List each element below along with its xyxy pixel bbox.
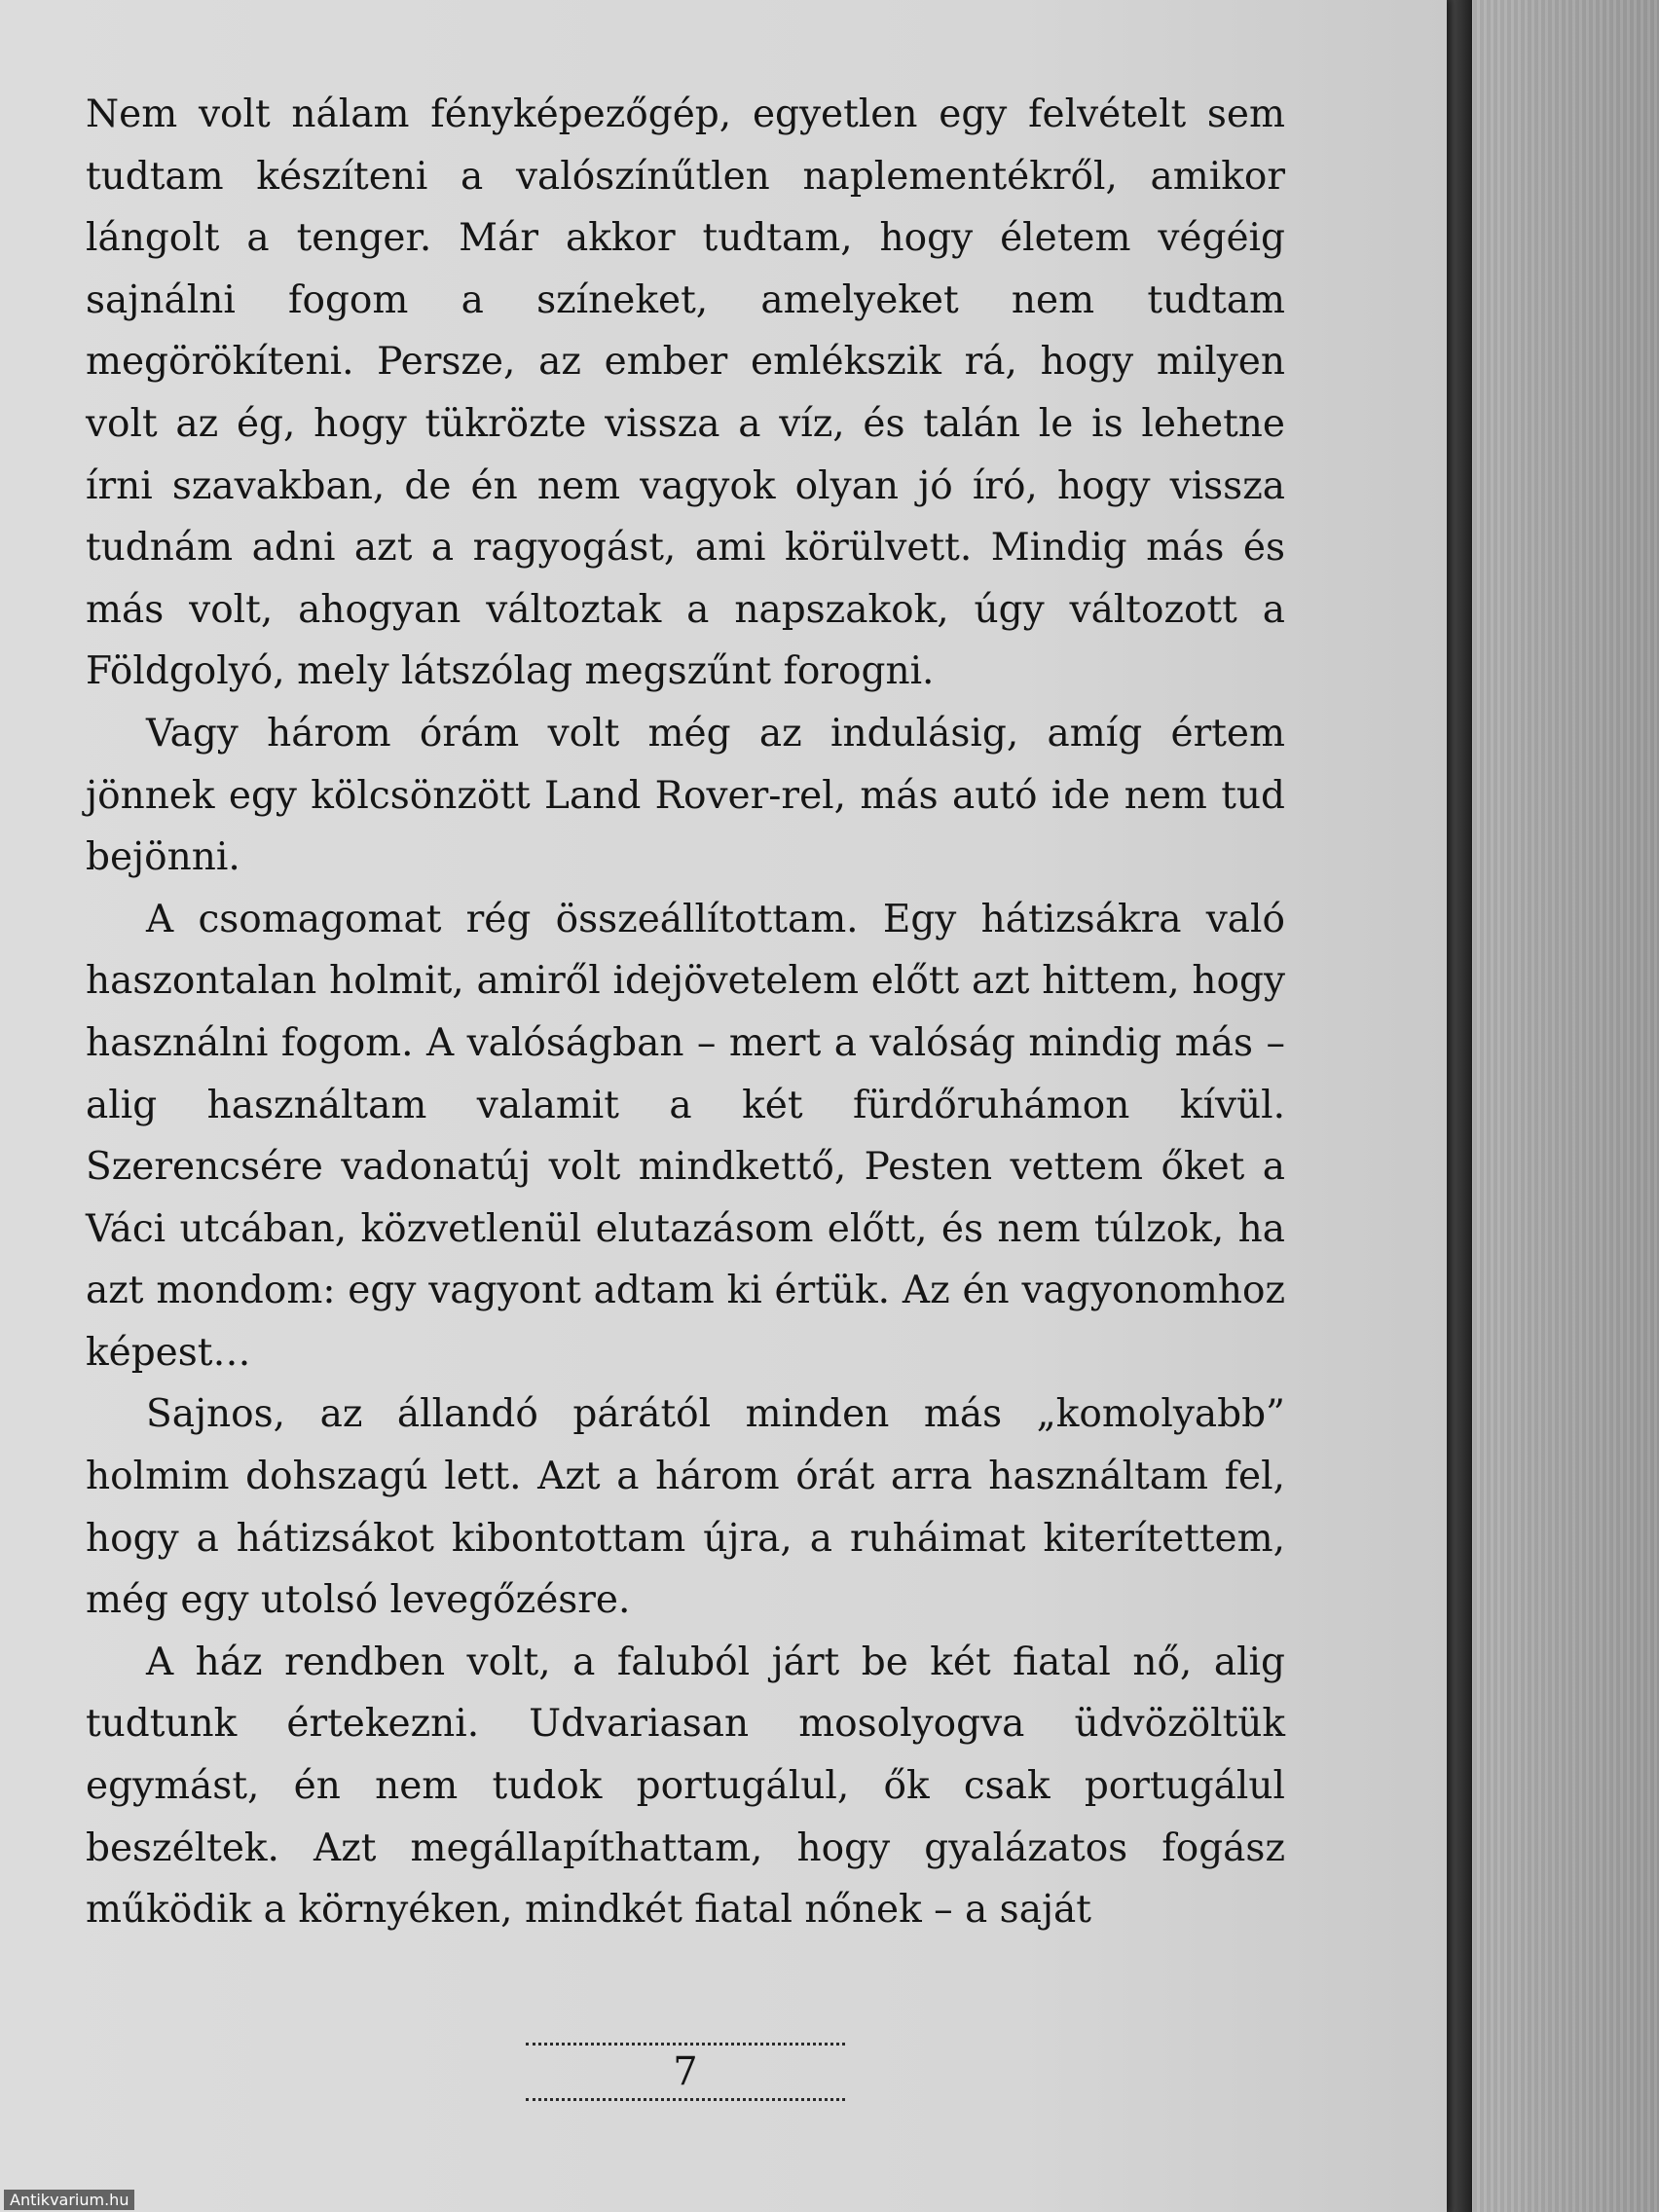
paragraph-1: Nem volt nálam fényképezőgép, egyetlen egy felvételt sem tudtam készíteni a valószínűtlen naplementékről, amikor lángolt a tenger. Már akkor tudtam, hogy életem végéig sajnálni fogom a színeket, amelyeket nem tudtam megörökíteni. Persze, az ember emlékszik rá, hogy milyen volt az ég, hogy tükrözte vissza a víz, és talán le is lehetne írni szavakban, de én nem vagyok olyan jó író, hogy vissza tudnám adni azt a ragyogást, ami körülvett. Mindig más és más volt, ahogyan változtak a napszakok, úgy változott a Földgolyó, mely látszólag megszűnt forogni. xyxy=(86,92,1285,694)
book-cover-edge xyxy=(1443,0,1472,2212)
paragraph-4: Sajnos, az állandó párától minden más „komolyabb” holmim dohszagú lett. Azt a három órát arra használtam fel, hogy a hátizsákot kibontottam újra, a ruháimat kiterítettem, még egy utolsó levegőzésre. xyxy=(86,1392,1285,1623)
body-text xyxy=(86,84,1285,1941)
paragraph-3: A csomagomat rég összeállítottam. Egy hátizsákra való haszontalan holmit, amiről idejövetelem előtt azt hittem, hogy használni fogom. A valóságban – mert a valóság mindig más – alig használtam valamit a két fürdőruhámon kívül. Szerencsére vadonatúj volt mindkettő, Pesten vettem őket a Váci utcában, közvetlenül elutazásom előtt, és nem túlzok, ha azt mondom: egy vagyont adtam ki értük. Az én vagyonomhoz képest… xyxy=(86,897,1285,1375)
paragraph-5: A ház rendben volt, a faluból járt be két fiatal nő, alig tudtunk értekezni. Udvariasan mosolyogva üdvözöltük egymást, én nem tudok portugálul, ők csak portugálul beszéltek. Azt megállapíthattam, hogy gyalázatos fogász működik a környéken, mindkét fiatal nőnek – a saját xyxy=(86,1640,1285,1933)
page-footer xyxy=(526,2043,845,2101)
paragraph-2: Vagy három órám volt még az indulásig, amíg értem jönnek egy kölcsönzött Land Rover-rel, más autó ide nem tud bejönni. xyxy=(86,711,1285,880)
page-number: 7 xyxy=(673,2049,698,2094)
watermark: Antikvarium.hu xyxy=(4,2190,134,2210)
footer-rule-bottom xyxy=(526,2098,845,2101)
